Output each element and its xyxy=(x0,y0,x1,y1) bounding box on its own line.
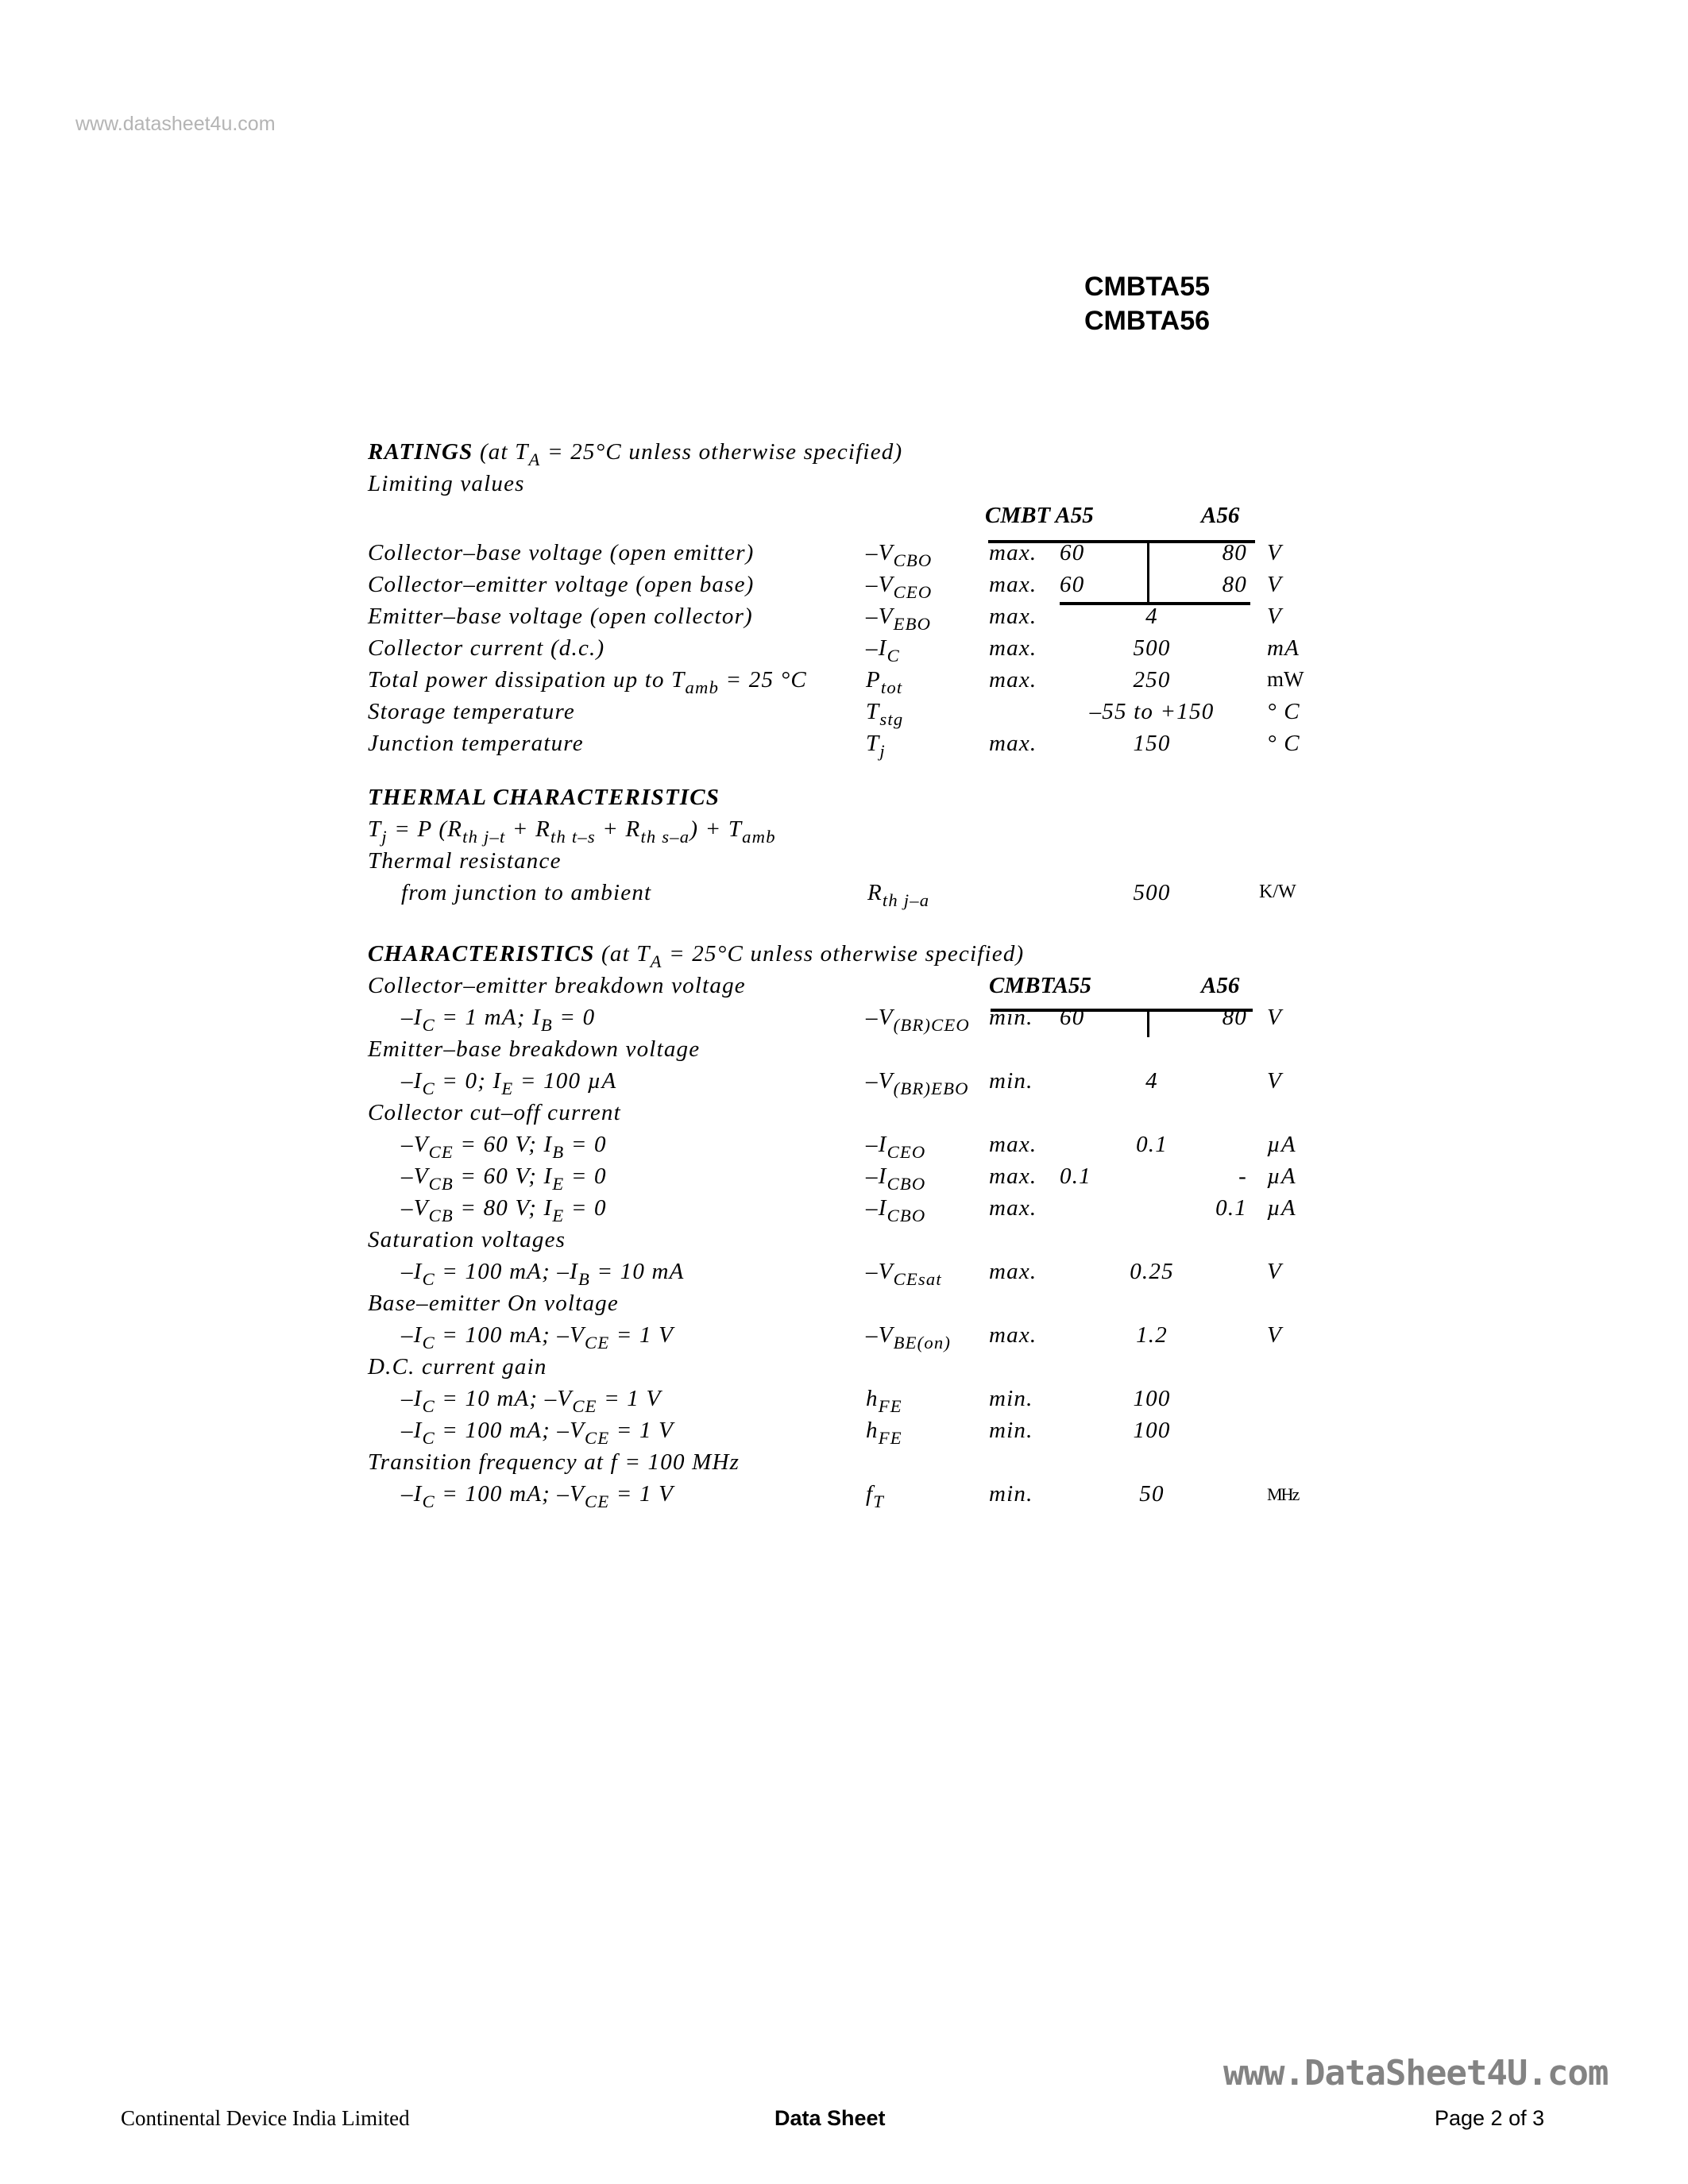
char-group-heading: Collector–emitter breakdown voltage xyxy=(368,973,746,998)
char-row-qualifier: max. xyxy=(989,1132,1037,1157)
ratings-title: RATINGS xyxy=(368,439,473,465)
char-row-qualifier: max. xyxy=(989,1195,1037,1221)
ratings-row-symbol: $T_j$ xyxy=(866,731,886,761)
char-group-heading: D.C. current gain xyxy=(368,1354,547,1379)
char-row-unit: V xyxy=(1267,1259,1282,1284)
char-row-qualifier: min. xyxy=(989,1386,1033,1411)
char-row-value: 50 xyxy=(1139,1481,1165,1507)
char-group-heading: Saturation voltages xyxy=(368,1227,566,1252)
char-row-condition: $-V_{CE} = 60$ V; $I_B = 0$ xyxy=(401,1132,607,1162)
ratings-col-head-2: A56 xyxy=(1201,503,1240,528)
ratings-row-value: –55 to +150 xyxy=(1089,699,1215,724)
char-row-value: 100 xyxy=(1133,1386,1171,1411)
char-row-condition: $-I_C = 1$ mA; $I_B = 0$ xyxy=(401,1005,596,1035)
char-row-unit: V xyxy=(1267,1322,1282,1348)
char-row-value: 1.2 xyxy=(1136,1322,1168,1348)
ratings-row-label: Storage temperature xyxy=(368,699,575,724)
char-row-condition: $-I_C = 100$ mA; $-I_B = 10$ mA xyxy=(401,1259,685,1289)
ratings-row-value: 250 xyxy=(1133,667,1171,693)
thermal-row-symbol: $R_{th j-a}$ xyxy=(867,880,930,910)
thermal-title: THERMAL CHARACTERISTICS xyxy=(368,785,720,810)
watermark-top[interactable]: www.datasheet4u.com xyxy=(75,113,276,135)
part-number-1: CMBTA55 xyxy=(1084,272,1211,302)
ratings-heading: RATINGS (at $T_A = 25^\circ C$ unless otherwise specified) xyxy=(368,439,903,469)
char-row-value: 0.25 xyxy=(1130,1259,1174,1284)
ratings-row-qualifier: max. xyxy=(989,572,1037,597)
ratings-row-label: Collector current (d.c.) xyxy=(368,635,605,661)
char-row-condition: $-I_C = 100$ mA; $-V_{CE} = 1$ V xyxy=(401,1418,674,1448)
ratings-row-label: Collector–base voltage (open emitter) xyxy=(368,540,755,565)
ratings-row-symbol: $-V_{CEO}$ xyxy=(866,572,933,602)
char-row-unit: V xyxy=(1267,1068,1282,1094)
thermal-row-value: 500 xyxy=(1133,880,1171,905)
char-row-condition: $-I_C = 10$ mA; $-V_{CE} = 1$ V xyxy=(401,1386,662,1416)
ratings-row-unit: ° C xyxy=(1267,731,1300,756)
footer-company: Continental Device India Limited xyxy=(121,2106,410,2130)
char-row-symbol: $-V_{BE(on)}$ xyxy=(866,1322,952,1352)
char-row-value: 100 xyxy=(1133,1418,1171,1443)
ratings-row-value-a55: 60 xyxy=(1060,540,1085,565)
char-row-symbol: $-I_{CBO}$ xyxy=(866,1163,926,1194)
ratings-row-symbol: $P_{tot}$ xyxy=(866,667,903,697)
ratings-row-qualifier: max. xyxy=(989,540,1037,565)
ratings-row-symbol: $-V_{CBO}$ xyxy=(866,540,933,570)
char-row-value-a55: 0.1 xyxy=(1060,1163,1091,1189)
ratings-row-value: 500 xyxy=(1133,635,1171,661)
part-number-2: CMBTA56 xyxy=(1084,306,1211,336)
ratings-row-unit: V xyxy=(1267,540,1282,565)
characteristics-title: CHARACTERISTICS xyxy=(368,941,595,967)
ratings-row-symbol: $T_{stg}$ xyxy=(866,699,904,729)
char-row-qualifier: min. xyxy=(989,1418,1033,1443)
char-row-symbol: $-V_{(BR)CEO}$ xyxy=(866,1005,970,1035)
ratings-row-label: Collector–emitter voltage (open base) xyxy=(368,572,755,597)
char-row-condition: $-V_{CB} = 80$ V; $I_E = 0$ xyxy=(401,1195,607,1225)
char-row-value-a55: 60 xyxy=(1060,1005,1085,1030)
char-row-unit: µA xyxy=(1267,1132,1296,1157)
ratings-column-divider xyxy=(1147,540,1149,604)
char-row-qualifier: min. xyxy=(989,1481,1033,1507)
char-row-symbol: $f_T$ xyxy=(866,1481,885,1511)
ratings-row-symbol: $-I_C$ xyxy=(866,635,900,666)
char-col-head-2: A56 xyxy=(1201,973,1240,998)
char-row-qualifier: min. xyxy=(989,1005,1033,1030)
char-row-condition: $-V_{CB} = 60$ V; $I_E = 0$ xyxy=(401,1163,607,1194)
char-row-unit: MHz xyxy=(1267,1484,1299,1504)
ratings-row-unit: V xyxy=(1267,572,1282,597)
char-group-heading: Collector cut–off current xyxy=(368,1100,621,1125)
thermal-formula: $T_j = P$ $(R_{th j-t} + R_{th t-s} + R_{th s-a}) + T_{amb}$ xyxy=(368,816,776,847)
ratings-row-unit: V xyxy=(1267,604,1282,629)
char-row-qualifier: max. xyxy=(989,1259,1037,1284)
char-row-unit: µA xyxy=(1267,1163,1296,1189)
char-row-symbol: $h_{FE}$ xyxy=(866,1418,902,1448)
char-row-value-a56: 0.1 xyxy=(1215,1195,1247,1221)
char-row-condition: $-I_C = 100$ mA; $-V_{CE} = 1$ V xyxy=(401,1322,674,1352)
watermark-bottom[interactable]: www.DataSheet4U.com xyxy=(1223,2053,1609,2093)
char-column-divider xyxy=(1147,1009,1149,1037)
ratings-row-qualifier: max. xyxy=(989,667,1037,693)
thermal-row-unit: K/W xyxy=(1259,882,1296,902)
char-row-symbol: $-V_{CEsat}$ xyxy=(866,1259,942,1289)
char-row-value-a56: 80 xyxy=(1222,1005,1247,1030)
thermal-subtitle: Thermal resistance xyxy=(368,848,562,874)
char-row-value: 4 xyxy=(1145,1068,1158,1094)
ratings-row-qualifier: max. xyxy=(989,604,1037,629)
characteristics-heading: CHARACTERISTICS (at $T_A = 25^\circ C$ unless otherwise specified) xyxy=(368,941,1025,971)
ratings-row-unit: mW xyxy=(1267,667,1304,691)
char-group-heading: Base–emitter On voltage xyxy=(368,1291,619,1316)
footer-page-number: Page 2 of 3 xyxy=(1435,2106,1545,2130)
ratings-row-qualifier: max. xyxy=(989,731,1037,756)
thermal-row-label: from junction to ambient xyxy=(401,880,652,905)
ratings-row-value-a55: 60 xyxy=(1060,572,1085,597)
char-row-qualifier: max. xyxy=(989,1163,1037,1189)
char-row-value-a56: - xyxy=(1238,1163,1247,1189)
char-row-unit: µA xyxy=(1267,1195,1296,1221)
char-row-symbol: $-I_{CBO}$ xyxy=(866,1195,926,1225)
ratings-col-head-1: CMBT A55 xyxy=(985,503,1094,528)
char-row-symbol: $-I_{CEO}$ xyxy=(866,1132,926,1162)
char-row-condition: $-I_C = 0$; $I_E = 100$ µA xyxy=(401,1068,617,1098)
ratings-row-qualifier: max. xyxy=(989,635,1037,661)
char-row-symbol: $-V_{(BR)EBO}$ xyxy=(866,1068,969,1098)
ratings-row-label: Total power dissipation up to $T_{amb} = 25$ °C xyxy=(368,667,807,697)
char-row-qualifier: min. xyxy=(989,1068,1033,1094)
ratings-row-value: 150 xyxy=(1133,731,1171,756)
char-row-unit: V xyxy=(1267,1005,1282,1030)
char-row-value: 0.1 xyxy=(1136,1132,1168,1157)
char-group-heading: Transition frequency at f = 100 MHz xyxy=(368,1449,740,1475)
ratings-row-label: Emitter–base voltage (open collector) xyxy=(368,604,753,629)
footer-doc-type: Data Sheet xyxy=(774,2106,886,2130)
ratings-subtitle: Limiting values xyxy=(368,471,525,496)
char-group-heading: Emitter–base breakdown voltage xyxy=(368,1036,701,1062)
char-row-symbol: $h_{FE}$ xyxy=(866,1386,902,1416)
char-row-qualifier: max. xyxy=(989,1322,1037,1348)
char-col-head-1: CMBTA55 xyxy=(989,973,1091,998)
char-row-condition: $-I_C = 100$ mA; $-V_{CE} = 1$ V xyxy=(401,1481,674,1511)
ratings-row-label: Junction temperature xyxy=(368,731,584,756)
ratings-row-value-a56: 80 xyxy=(1222,540,1247,565)
ratings-row-value: 4 xyxy=(1145,604,1158,629)
ratings-row-unit: mA xyxy=(1267,635,1300,661)
ratings-row-unit: ° C xyxy=(1267,699,1300,724)
ratings-row-symbol: $-V_{EBO}$ xyxy=(866,604,932,634)
ratings-row-value-a56: 80 xyxy=(1222,572,1247,597)
